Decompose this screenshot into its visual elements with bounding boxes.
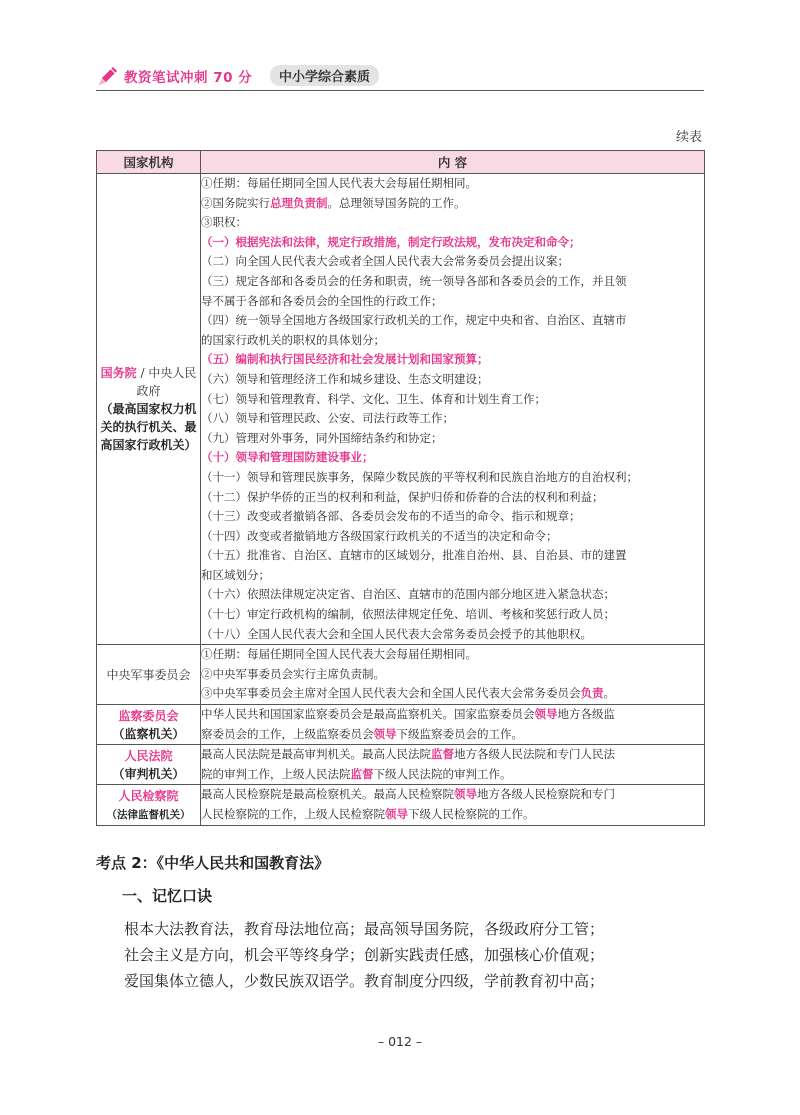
org-cell-procuratorate — [97, 785, 201, 825]
content-line: （三）规定各部和各委员会的任务和职责，统一领导各部和各委员会的工作，并且领 — [201, 273, 627, 288]
column-header-content: 内 容 — [201, 151, 705, 174]
org-note: （审判机关） — [112, 766, 185, 781]
key-term: 负责 — [580, 686, 604, 701]
mnemonic-line: 社会主义是方向，机会平等终身学；创新实践责任感，加强核心价值观； — [124, 946, 605, 964]
content-line: （十八）全国人民代表大会和全国人民代表大会常务委员会授予的其他职权。 — [201, 626, 592, 641]
org-note: （最高国家权力机关的执行机关、最高国家行政机关） — [100, 402, 197, 453]
mnemonic-block — [124, 916, 604, 994]
org-cell-court — [97, 745, 201, 785]
content-line: 察委员会的工作，上级监察委员会领导下级监察委员会的工作。 — [201, 726, 523, 741]
org-name-highlight: 人民法院 — [124, 748, 173, 763]
content-cell-supervision — [201, 705, 705, 745]
table-row-state-council — [97, 174, 705, 645]
content-line: （六）领导和管理经济工作和城乡建设、生态文明建设； — [201, 371, 489, 386]
section-heading: 一、记忆口诀 — [122, 887, 213, 905]
content-line: 人民检察院的工作，上级人民检察院领导下级人民检察院的工作。 — [201, 807, 535, 821]
content-line: ①任期：每届任期同全国人民代表大会每届任期相同。 — [201, 647, 477, 662]
key-term: 监督 — [350, 766, 374, 781]
pencil-icon — [96, 64, 120, 88]
page-header — [96, 64, 704, 91]
subject-tag: 中小学综合素质 — [270, 65, 379, 86]
content-line: （七）领导和管理教育、科学、文化、卫生、体育和计划生育工作； — [201, 391, 546, 406]
org-cell-supervision — [97, 705, 201, 745]
table-row-cmc — [97, 645, 705, 705]
content-line: （四）统一领导全国地方各级国家行政机关的工作，规定中央和省、自治区、直辖市 — [201, 313, 627, 328]
content-line: ②中央军事委员会实行主席负责制。 — [201, 666, 385, 681]
content-line-highlight: （十）领导和管理国防建设事业； — [201, 450, 374, 465]
table-row-supervision — [97, 705, 705, 745]
content-line: （十六）依照法律规定决定省、自治区、直辖市的范围内部分地区进入紧急状态； — [201, 587, 615, 602]
content-cell-court — [201, 745, 705, 785]
key-term: 领导 — [373, 726, 397, 741]
mnemonic-line: 爱国集体立德人，少数民族双语学。教育制度分四级，学前教育初中高； — [124, 972, 605, 990]
continued-label: 续表 — [675, 130, 702, 145]
table-header-row — [97, 151, 705, 174]
org-note: （监察机关） — [112, 726, 185, 741]
org-name-highlight: 监察委员会 — [118, 708, 179, 723]
book-brand: 教资笔试冲刺 70 分 — [124, 70, 253, 86]
content-line-highlight: （五）编制和执行国民经济和社会发展计划和国家预算； — [201, 352, 489, 367]
content-line: 中华人民共和国国家监察委员会是最高监察机关。国家监察委员会领导地方各级监 — [201, 707, 615, 722]
content-line: 的国家行政机关的职权的具体划分； — [201, 332, 385, 347]
org-name-highlight: 国务院 — [100, 366, 137, 381]
table-row-procuratorate — [97, 785, 705, 825]
org-name: 中央军事委员会 — [106, 667, 191, 682]
key-point-heading: 考点 2：《中华人民共和国教育法》 — [96, 854, 330, 872]
content-line: （十七）审定行政机构的编制，依照法律规定任免、培训、考核和奖惩行政人员； — [201, 607, 615, 622]
org-name: / 中央人民政府 — [136, 366, 197, 399]
page-number: – 012 – — [377, 1034, 423, 1049]
content-line: 和区域划分； — [201, 567, 270, 582]
content-line: （十四）改变或者撤销地方各级国家行政机关的不适当的决定和命令； — [201, 528, 558, 543]
key-term: 领导 — [534, 707, 558, 722]
content-line: 最高人民检察院是最高检察机关。最高人民检察院领导地方各级人民检察院和专门 — [201, 787, 615, 802]
content-line-highlight: （一）根据宪法和法律，规定行政措施，制定行政法规，发布决定和命令； — [201, 234, 581, 249]
content-line: （八）领导和管理民政、公安、司法行政等工作； — [201, 411, 454, 426]
content-line: （二）向全国人民代表大会或者全国人民代表大会常务委员会提出议案； — [201, 254, 569, 269]
content-cell-cmc — [201, 645, 705, 705]
content-cell-procuratorate — [201, 785, 705, 825]
key-term: 领导 — [385, 807, 408, 821]
content-line: 导不属于各部和各委员会的全国性的行政工作； — [201, 293, 443, 308]
org-note: （法律监督机关） — [106, 808, 191, 821]
content-line: （十二）保护华侨的正当的权利和利益，保护归侨和侨眷的合法的权利和利益； — [201, 489, 604, 504]
content-line: ③职权： — [201, 215, 247, 230]
key-term: 监督 — [431, 747, 454, 762]
content-line: （九）管理对外事务，同外国缔结条约和协定； — [201, 430, 443, 445]
content-line: ③中央军事委员会主席对全国人民代表大会和全国人民代表大会常务委员会负责。 — [201, 686, 615, 701]
content-line: ②国务院实行总理负责制。总理领导国务院的工作。 — [201, 195, 466, 210]
content-line: ①任期：每届任期同全国人民代表大会每届任期相同。 — [201, 176, 477, 190]
mnemonic-line: 根本大法教育法，教育母法地位高；最高领导国务院，各级政府分工管； — [124, 920, 605, 938]
table-row-court — [97, 745, 705, 785]
key-term: 领导 — [454, 787, 477, 802]
content-line: 最高人民法院是最高审判机关。最高人民法院监督地方各级人民法院和专门人民法 — [201, 747, 615, 762]
key-term: 总理负责制 — [270, 195, 328, 210]
org-cell-state-council — [97, 174, 201, 645]
state-organs-table — [96, 150, 705, 826]
content-cell-state-council — [201, 174, 705, 645]
content-line: （十三）改变或者撤销各部、各委员会发布的不适当的命令、指示和规章； — [201, 509, 581, 524]
content-line: （十一）领导和管理民族事务，保障少数民族的平等权利和民族自治地方的自治权利； — [201, 469, 638, 484]
column-header-org: 国家机构 — [97, 151, 201, 174]
org-name-highlight: 人民检察院 — [118, 788, 179, 803]
org-cell-cmc — [97, 645, 201, 705]
content-line: 院的审判工作，上级人民法院监督下级人民法院的审判工作。 — [201, 766, 512, 781]
content-line: （十五）批准省、自治区、直辖市的区域划分，批准自治州、县、自治县、市的建置 — [201, 548, 627, 563]
